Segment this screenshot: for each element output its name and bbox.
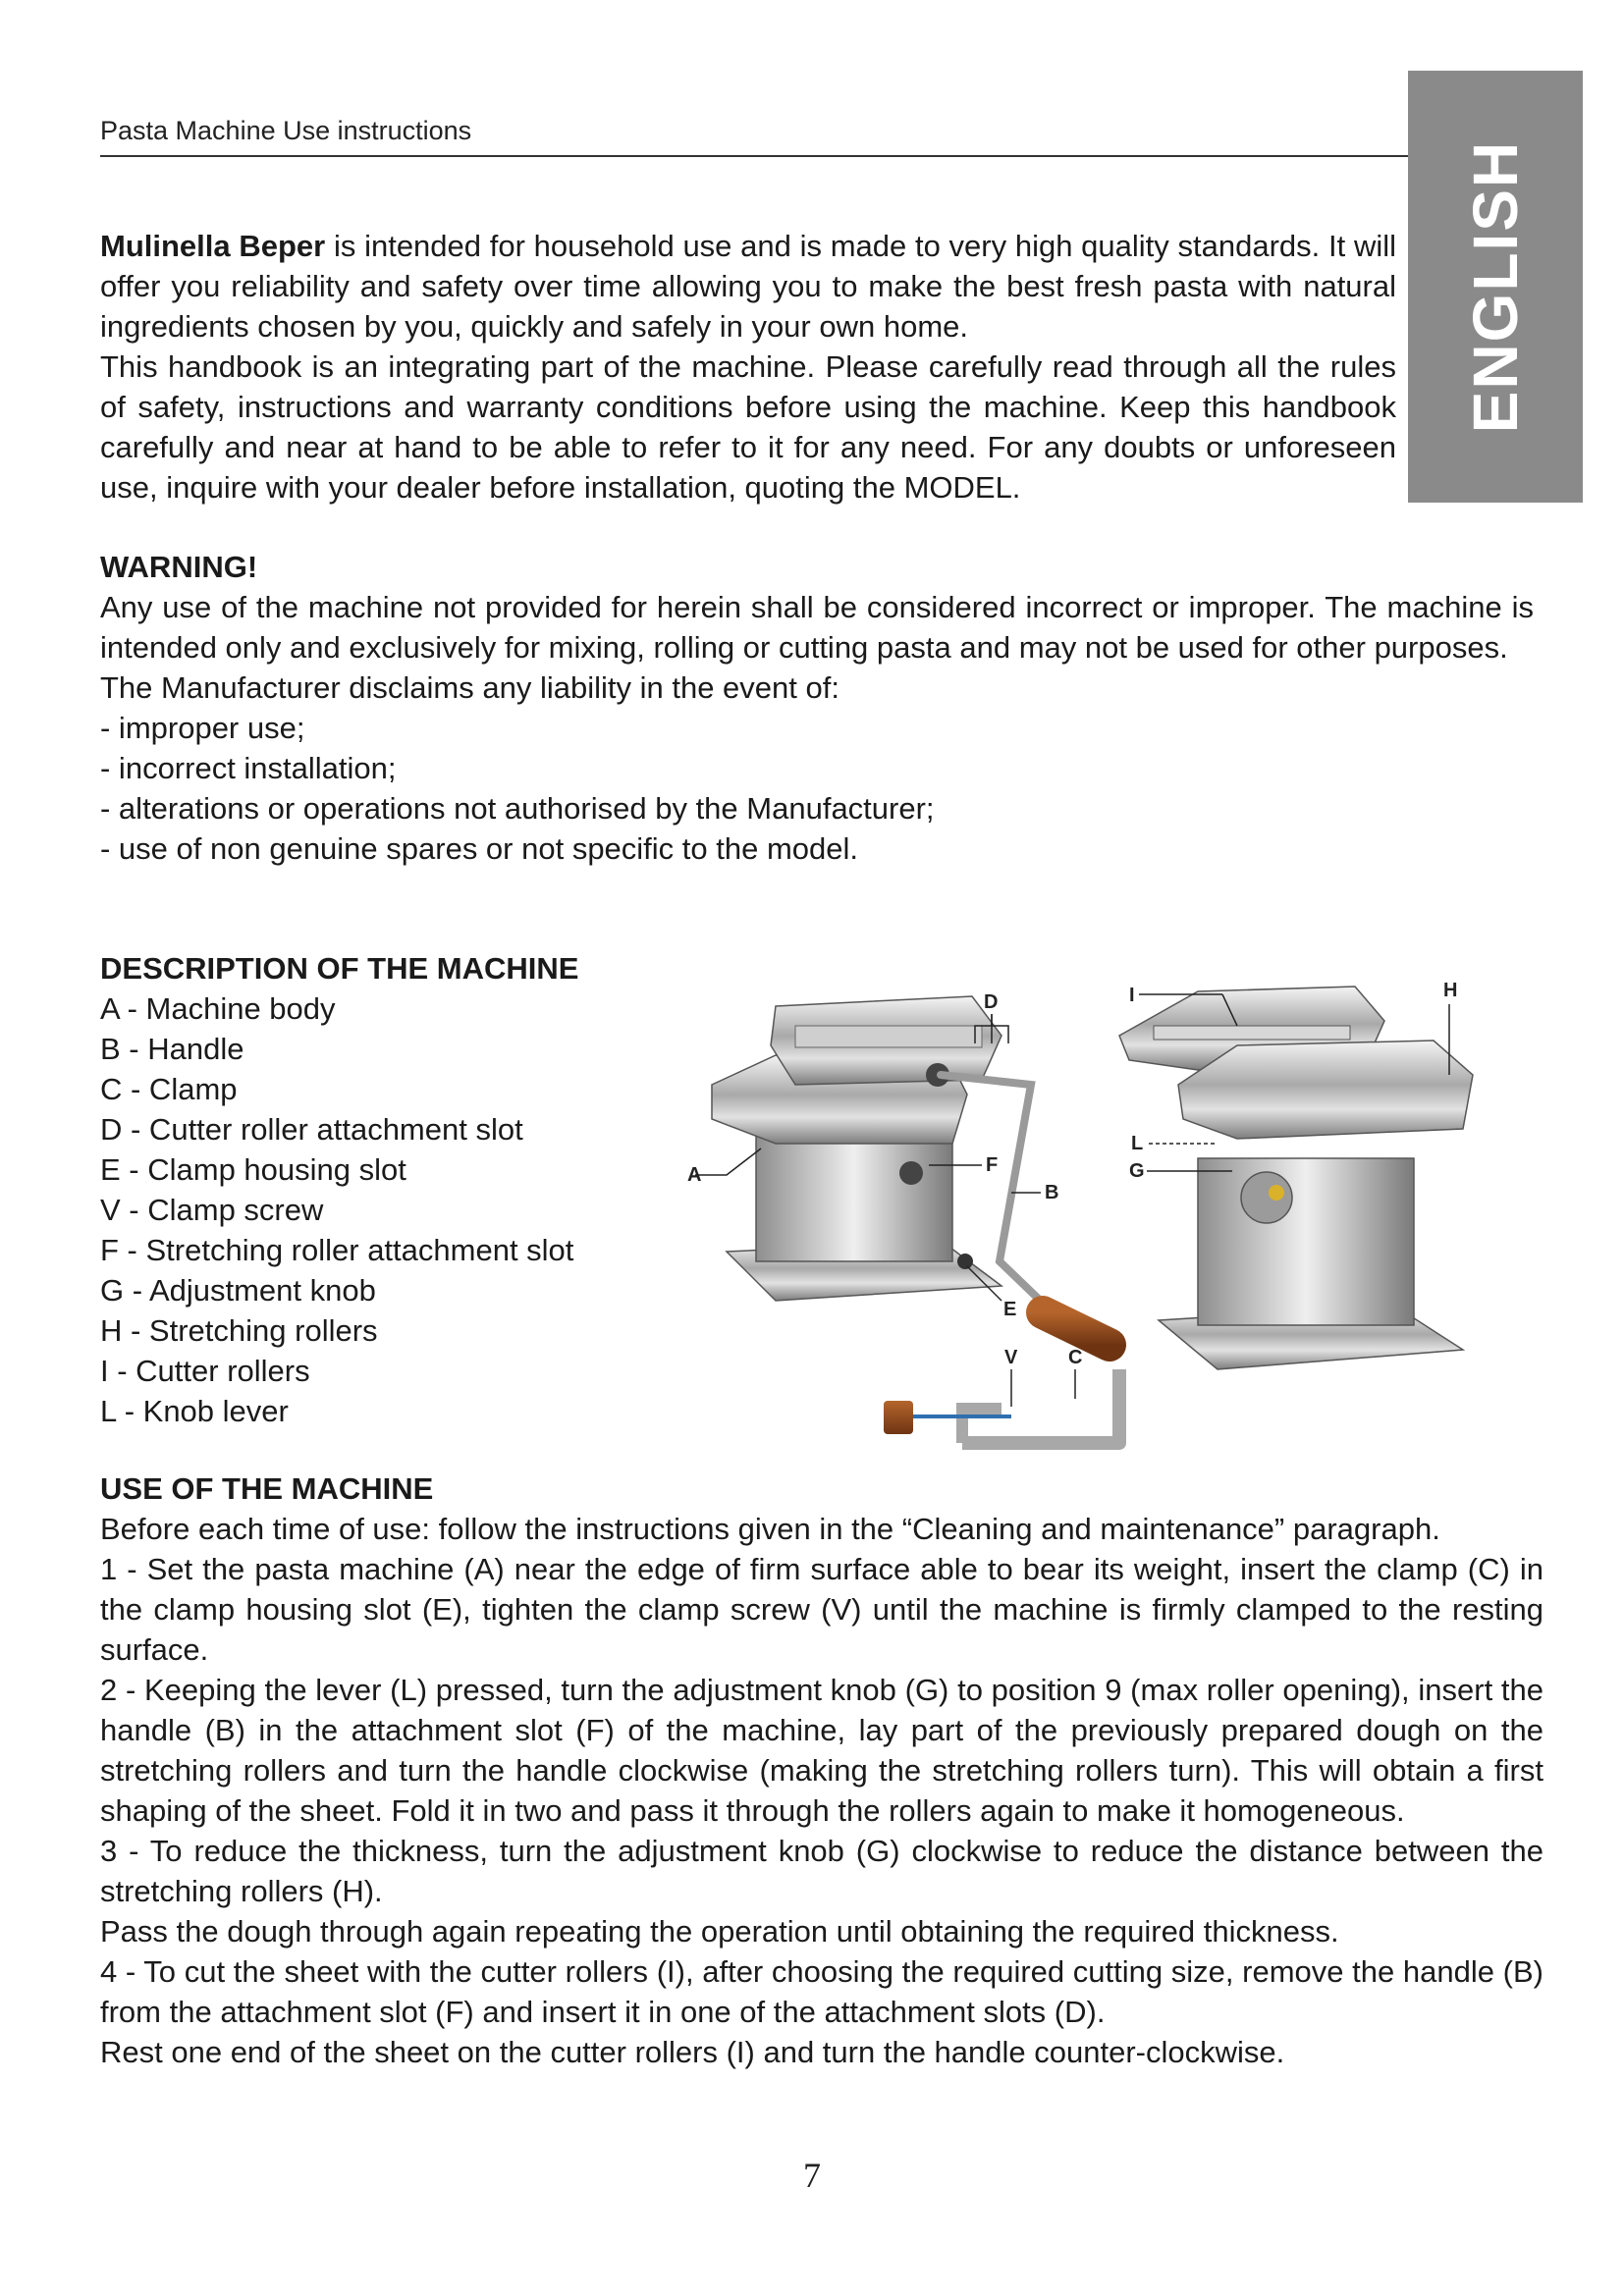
description-item-i: I - Cutter rollers <box>100 1354 310 1388</box>
intro-section <box>100 226 1396 507</box>
use-paragraph: Before each time of use: follow the instructions given in the “Cleaning and maintenance” paragraph. <box>100 1512 1440 1546</box>
figure-label-f: F <box>986 1154 999 1176</box>
warning-paragraph-1: Any use of the machine not provided for herein shall be considered incorrect or improper. The machine is intended only and exclusively for mixing, rolling or cutting pasta and may not be used for other purposes. <box>100 590 1534 665</box>
figure-label-b: B <box>1045 1182 1059 1203</box>
intro-line1-rest: is intended for household use and is made to very high quality standards. <box>325 229 1321 263</box>
intro-paragraph-1-rest: It will offer you reliability and safety over time allowing you to make the best fresh pasta with natural ingredients chosen by you, quickly and safely in your own home. <box>100 229 1397 344</box>
language-tab <box>1408 71 1583 503</box>
use-step-3: 3 - To reduce the thickness, turn the adjustment knob (G) clockwise to reduce the distance between the stretching rollers (H). <box>100 1834 1543 1908</box>
crank-handle <box>941 1075 1110 1345</box>
figure-label-h: H <box>1443 980 1458 1001</box>
document-header-title: Pasta Machine Use instructions <box>100 116 472 145</box>
warning-list-item: - alterations or operations not authorised by the Manufacturer; <box>100 791 935 826</box>
use-step-4: 4 - To cut the sheet with the cutter rollers (I), after choosing the required cutting size, remove the handle (B) from the attachment slot (F) and insert it in one of the attachment slots (D). <box>100 1954 1543 2029</box>
figure-label-i: I <box>1129 985 1135 1006</box>
warning-section <box>100 547 1534 869</box>
use-paragraph: Rest one end of the sheet on the cutter rollers (I) and turn the handle counter-clockwise. <box>100 2035 1285 2069</box>
figure-label-e: E <box>1003 1299 1017 1320</box>
description-item-v: V - Clamp screw <box>100 1193 324 1227</box>
left-machine <box>712 996 1001 1301</box>
description-item-f: F - Stretching roller attachment slot <box>100 1233 574 1267</box>
description-heading: DESCRIPTION OF THE MACHINE <box>100 951 579 986</box>
description-item-g: G - Adjustment knob <box>100 1273 376 1308</box>
header-divider <box>100 155 1408 157</box>
right-machine <box>1119 987 1473 1369</box>
warning-list-item: - incorrect installation; <box>100 751 397 785</box>
intro-paragraph-1 <box>100 226 1396 347</box>
intro-paragraph-2: This handbook is an integrating part of the machine. Please carefully read through all the rules of safety, instructions and warranty conditions before using the machine. Keep this handbook carefully and near at hand to be able to refer to it for any need. For any doubts or unforeseen use, inquire with your dealer before installation, quoting the MODEL. <box>100 349 1396 505</box>
figure-label-d: D <box>984 991 999 1013</box>
use-paragraph: Pass the dough through again repeating the operation until obtaining the required thickness. <box>100 1914 1339 1949</box>
warning-paragraph-2: The Manufacturer disclaims any liability in the event of: <box>100 670 839 705</box>
description-item-h: H - Stretching rollers <box>100 1313 378 1348</box>
use-step-1: 1 - Set the pasta machine (A) near the edge of firm surface able to bear its weight, insert the clamp (C) in the clamp housing slot (E), tighten the clamp screw (V) until the machine is firmly clamped to the resting surface. <box>100 1552 1543 1667</box>
warning-heading: WARNING! <box>100 550 258 584</box>
description-item-b: B - Handle <box>100 1032 244 1066</box>
description-item-a: A - Machine body <box>100 991 336 1026</box>
figure-label-a: A <box>687 1164 702 1186</box>
language-tab-label: ENGLISH <box>1460 139 1531 434</box>
description-item-l: L - Knob lever <box>100 1394 289 1428</box>
page-number: 7 <box>803 2156 821 2195</box>
machine-diagram <box>687 947 1571 1497</box>
description-item-c: C - Clamp <box>100 1072 238 1106</box>
machine-illustration <box>687 947 1571 1497</box>
description-item-e: E - Clamp housing slot <box>100 1152 406 1187</box>
figure-label-v: V <box>1004 1347 1018 1368</box>
use-step-2: 2 - Keeping the lever (L) pressed, turn the adjustment knob (G) to position 9 (max roller opening), insert the handle (B) in the attachment slot (F) of the machine, lay part of the previously prepared dough on the stretching rollers and turn the handle clockwise (making the stretching rollers turn). This will obtain a first shaping of the sheet. Fold it in two and pass it through the rollers again to make it homogeneous. <box>100 1673 1543 1828</box>
use-heading: USE OF THE MACHINE <box>100 1471 434 1506</box>
warning-list-item: - use of non genuine spares or not specific to the model. <box>100 831 859 866</box>
brand-name: Mulinella Beper <box>100 229 326 263</box>
figure-label-g: G <box>1129 1160 1145 1182</box>
warning-list-item: - improper use; <box>100 711 305 745</box>
description-item-d: D - Cutter roller attachment slot <box>100 1112 523 1147</box>
figure-label-c: C <box>1068 1347 1083 1368</box>
description-section <box>100 948 689 1431</box>
figure-label-l: L <box>1131 1133 1144 1154</box>
use-section <box>100 1468 1543 2072</box>
clamp-illustration <box>884 1369 1119 1443</box>
